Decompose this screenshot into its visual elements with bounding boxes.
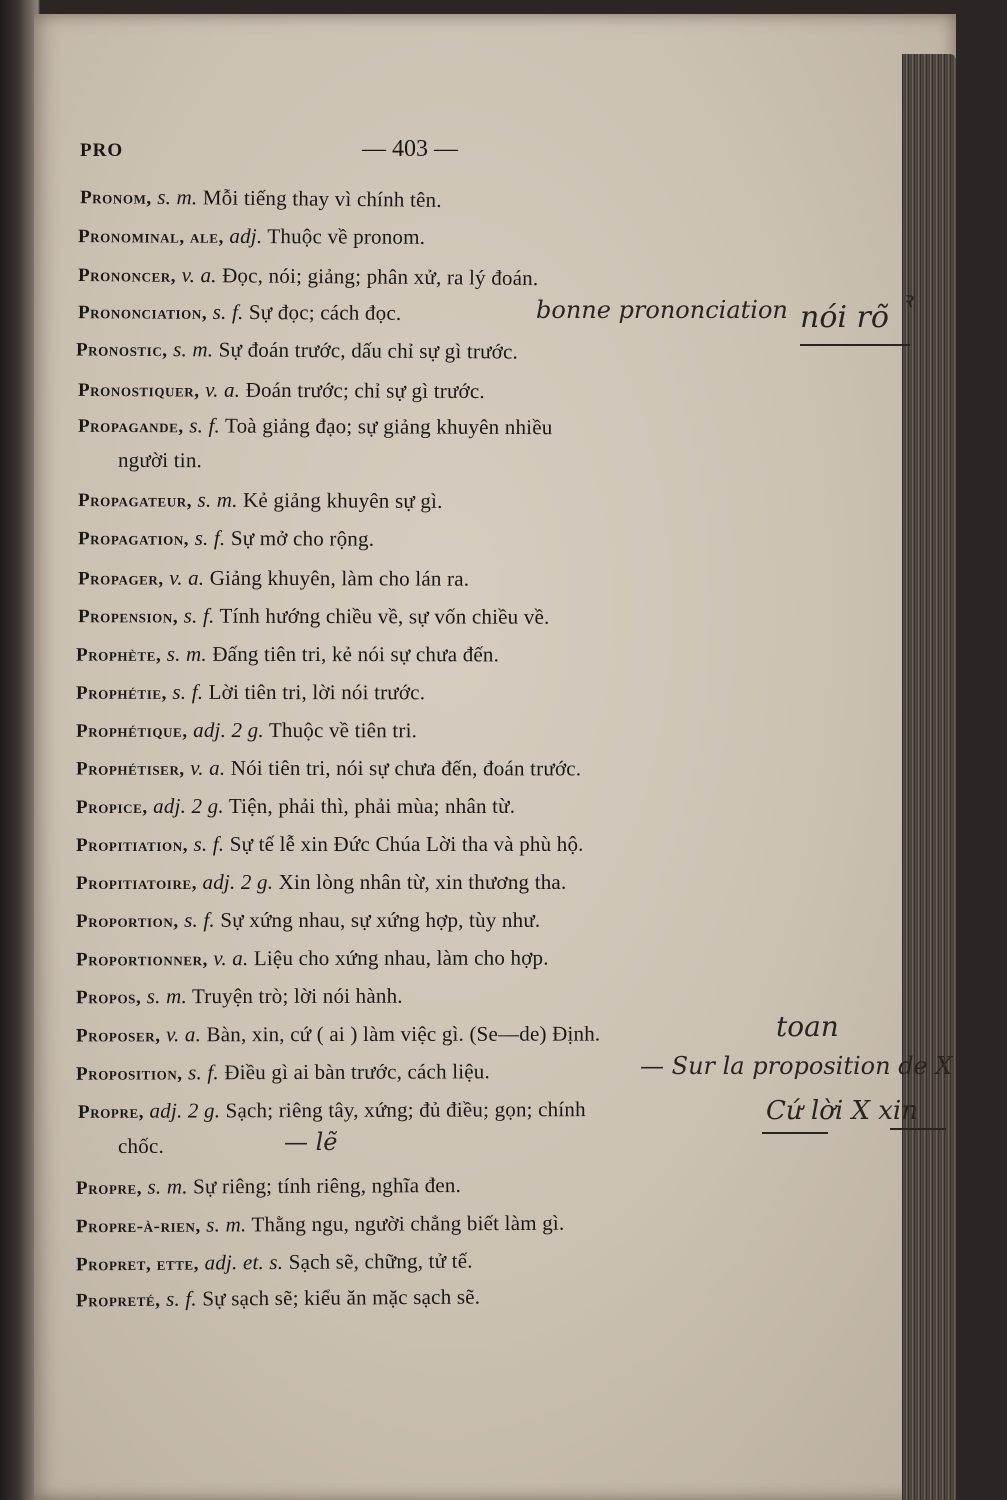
handwritten-note-pronunciation: bonne prononciation <box>536 296 788 324</box>
entry-grammar: adj. 2 g. <box>153 794 224 818</box>
entry-grammar: v. a. <box>213 946 249 971</box>
entry-grammar: s. m. <box>147 1174 188 1199</box>
entry-headword: Propice, <box>76 797 148 818</box>
dictionary-entry <box>76 1249 473 1277</box>
entry-definition: Sự sạch sẽ; kiểu ăn mặc sạch sẽ. <box>202 1284 481 1311</box>
entry-grammar: s. m. <box>166 641 207 666</box>
dictionary-entry <box>76 1059 490 1085</box>
entry-grammar: s. f. <box>184 908 215 932</box>
entry-grammar: adj. 2 g. <box>149 1098 221 1123</box>
dictionary-entry <box>76 870 566 895</box>
entry-definition: Đấng tiên tri, kẻ nói sự chưa đến. <box>212 641 500 667</box>
entry-definition: Bàn, xin, cứ ( ai ) làm việc gì. (Se—de) Định. <box>206 1021 601 1047</box>
entry-definition: Sạch; riêng tây, xứng; đủ điều; gọn; chính <box>225 1097 586 1123</box>
dictionary-entry <box>76 794 515 819</box>
entry-headword: Prononciation, <box>77 302 208 324</box>
entry-grammar: v. a. <box>181 262 217 288</box>
entry-grammar: s. f. <box>188 1060 219 1085</box>
dictionary-entry <box>76 756 581 782</box>
dictionary-entry <box>78 299 401 326</box>
dictionary-entry <box>78 413 553 440</box>
dictionary-entry <box>76 718 417 744</box>
entry-headword: Propre, <box>77 1101 145 1123</box>
entry-definition: Sự xứng nhau, sự xứng hợp, tùy như. <box>220 908 541 932</box>
handwritten-underline-noi-ro <box>800 344 910 346</box>
entry-definition: Kẻ giảng khuyên sự gì. <box>243 487 443 513</box>
entry-definition: Sự tế lễ xin Đức Chúa Lời tha và phù hộ. <box>229 832 584 856</box>
entry-definition: Sự đọc; cách đọc. <box>248 300 402 325</box>
entry-definition: Sự mở cho rộng. <box>230 526 375 551</box>
dictionary-entry <box>78 223 425 250</box>
entry-continuation <box>98 448 202 473</box>
entry-headword: Prophétie, <box>75 682 168 704</box>
entry-definition: Thằng ngu, người chẳng biết làm gì. <box>251 1210 565 1237</box>
entry-grammar: adj. 2 g. <box>193 717 264 743</box>
entry-definition: Tiện, phải thì, phải mùa; nhân từ. <box>228 794 516 818</box>
entry-definition: Liệu cho xứng nhau, làm cho hợp. <box>253 945 549 971</box>
entry-definition: Đoán trước; chỉ sự gì trước. <box>245 377 485 404</box>
page-number: — 403 — <box>362 136 458 162</box>
entry-definition: Sạch sẽ, chững, tử tế. <box>288 1248 473 1274</box>
entry-definition: Thuộc về tiên tri. <box>268 718 418 743</box>
entry-definition: Sự đoán trước, dấu chỉ sự gì trước. <box>218 337 519 364</box>
entry-continuation <box>98 1134 164 1159</box>
entry-grammar: s. m. <box>146 984 187 1009</box>
entry-grammar: v. a. <box>190 755 226 780</box>
entry-grammar: s. m. <box>173 337 214 362</box>
entry-headword: Pronostic, <box>75 339 168 362</box>
entry-headword: Pronostiquer, <box>77 379 200 402</box>
entry-definition: Xin lòng nhân từ, xin thương tha. <box>278 870 567 894</box>
entry-headword: Proportion, <box>76 911 179 932</box>
entry-headword: Propension, <box>77 606 179 628</box>
dictionary-entry <box>76 1022 600 1048</box>
dictionary-entry <box>76 1285 480 1313</box>
entry-grammar: s. f. <box>189 413 221 438</box>
dictionary-entry <box>78 565 469 591</box>
entry-headword: Proposition, <box>75 1063 183 1085</box>
dictionary-entry <box>76 1211 564 1239</box>
entry-grammar: v. a. <box>205 377 241 402</box>
handwritten-note-noi-ro: nói rõ <box>800 300 889 335</box>
entry-definition: Điều gì ai bàn trước, cách liệu. <box>224 1059 490 1085</box>
entry-headword: Propitiation, <box>76 835 189 856</box>
entry-definition: Sự riêng; tính riêng, nghĩa đen. <box>192 1172 462 1199</box>
dictionary-entry <box>78 603 550 630</box>
entry-headword: Propret, ette, <box>75 1253 200 1276</box>
handwritten-note-proposer: toan <box>776 1010 839 1043</box>
entry-headword: Propagande, <box>77 415 184 438</box>
entry-headword: Prophétique, <box>75 720 188 742</box>
entry-definition: Tính hướng chiều về, sự vốn chiều về. <box>219 603 550 629</box>
running-head: PRO <box>80 140 124 161</box>
entry-definition: Thuộc về pronom. <box>267 224 426 249</box>
dictionary-entry <box>76 984 403 1010</box>
dictionary-entry <box>76 1173 461 1200</box>
entry-grammar: s. f. <box>165 1286 197 1311</box>
entry-headword: Propagateur, <box>77 490 193 512</box>
entry-grammar: adj. <box>229 223 263 249</box>
dictionary-entry <box>78 262 539 291</box>
entry-headword: Pronominal, ale, <box>77 226 225 248</box>
entry-grammar: s. m. <box>197 487 238 512</box>
entry-grammar: adj. 2 g. <box>202 870 274 894</box>
entry-headword: Propagation, <box>77 528 190 550</box>
entry-grammar: s. f. <box>172 679 204 704</box>
entry-grammar: v. a. <box>169 565 205 590</box>
entry-headword: Propos, <box>75 987 142 1009</box>
dictionary-entry <box>80 184 442 213</box>
entry-headword: Propre, <box>75 1177 143 1200</box>
entry-headword: Proposer, <box>75 1025 161 1047</box>
dictionary-entry <box>76 908 540 933</box>
dictionary-entry <box>76 680 425 706</box>
entry-headword: Propager, <box>77 568 164 590</box>
entry-definition: chốc. <box>117 1133 164 1159</box>
handwritten-note-propre: Cứ lời X xin <box>766 1096 918 1126</box>
entry-headword: Prononcer, <box>77 264 177 287</box>
dictionary-entry <box>76 642 499 668</box>
entry-definition: Lời tiên tri, lời nói trước. <box>208 679 426 705</box>
dictionary-entry <box>78 525 374 552</box>
entry-headword: Propitiatoire, <box>76 873 198 894</box>
dictionary-entry <box>78 377 485 404</box>
handwritten-underline-propre-2 <box>890 1128 946 1130</box>
handwritten-note-choc: — lẽ <box>284 1128 338 1156</box>
page-edges <box>902 54 956 1500</box>
entry-headword: Propre-à-rien, <box>75 1215 201 1238</box>
entry-headword: Proportionner, <box>75 949 208 971</box>
entry-grammar: s. f. <box>183 603 215 628</box>
dictionary-entry <box>78 487 443 514</box>
handwritten-note-mark: ꝛ <box>902 288 913 313</box>
entry-grammar: s. f. <box>194 525 226 550</box>
entry-definition: Mỗi tiếng thay vì chính tên. <box>202 185 442 212</box>
entry-grammar: s. f. <box>212 299 244 325</box>
entry-definition: Nói tiên tri, nói sự chưa đến, đoán trước. <box>230 755 582 781</box>
handwritten-underline-propre <box>762 1132 828 1134</box>
dictionary-entry <box>78 1097 586 1124</box>
entry-definition: người tin. <box>117 447 203 473</box>
dictionary-entry <box>76 336 518 364</box>
dictionary-entry <box>76 946 549 972</box>
entry-grammar: s. m. <box>157 184 198 210</box>
entry-grammar: v. a. <box>166 1022 202 1047</box>
entry-grammar: s. m. <box>206 1212 247 1237</box>
entry-definition: Giảng khuyên, làm cho lán ra. <box>209 565 470 591</box>
handwritten-note-proposition: — Sur la proposition de X <box>640 1052 953 1080</box>
entry-headword: Prophétiser, <box>75 758 185 780</box>
dictionary-entry <box>76 832 584 857</box>
entry-headword: Pronom, <box>79 187 152 209</box>
entry-definition: Truyện trò; lời nói hành. <box>191 983 403 1009</box>
entry-definition: Toà giảng đạo; sự giảng khuyên nhiều <box>225 413 553 440</box>
entry-grammar: s. f. <box>193 832 225 856</box>
entry-grammar: adj. et. s. <box>204 1249 284 1275</box>
entry-headword: Prophète, <box>75 644 162 666</box>
entry-definition: Đọc, nói; giảng; phân xử, ra lý đoán. <box>222 263 539 291</box>
entry-headword: Propreté, <box>75 1289 161 1312</box>
